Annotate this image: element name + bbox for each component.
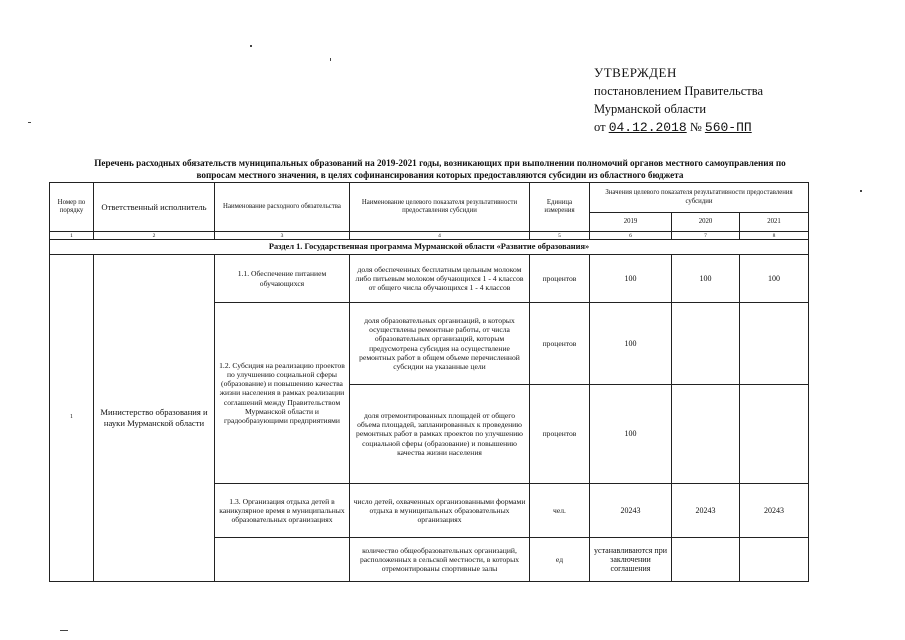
header-num: Номер по порядку — [50, 183, 94, 232]
header-obligation: Наименование расходного обязательства — [215, 183, 350, 232]
value-2020-cell — [672, 303, 740, 385]
obligations-table — [49, 182, 809, 582]
executor-cell: Министерство образования и науки Мурманской области — [94, 255, 215, 582]
col-number: 8 — [740, 232, 809, 240]
value-2021-cell: 100 — [740, 255, 809, 303]
col-number: 5 — [530, 232, 590, 240]
document-title — [40, 157, 840, 181]
scan-speck — [60, 630, 68, 631]
col-number: 1 — [50, 232, 94, 240]
scan-speck — [250, 45, 252, 47]
obligation-cell — [215, 538, 350, 582]
document-title-line-2: вопросам местного значения, в целях софинансирования которых предоставляются субсидии из областного бюджета — [196, 170, 684, 180]
scan-speck — [860, 190, 862, 192]
indicator-cell: доля отремонтированных площадей от общего объема площадей, запланированных к проведению ремонтных работ в рамках проектов по улучшению социальной сферы (образование) и повышению качества жизни населения — [350, 385, 530, 484]
unit-cell: чел. — [530, 484, 590, 538]
approval-line-2: Мурманской области — [594, 102, 707, 116]
scan-speck — [330, 58, 331, 61]
unit-cell: процентов — [530, 255, 590, 303]
approval-number-sign: № — [689, 120, 702, 134]
obligation-cell: 1.3. Организация отдыха детей в каникулярное время в муниципальных образовательных организациях — [215, 484, 350, 538]
header-values: Значения целевого показателя результативности предоставления субсидии — [590, 183, 809, 213]
unit-cell: процентов — [530, 385, 590, 484]
value-2019-cell: устанавливаются при заключении соглашения — [590, 538, 672, 582]
value-2021-cell: 20243 — [740, 484, 809, 538]
unit-cell: ед — [530, 538, 590, 582]
header-year-2019: 2019 — [590, 213, 672, 232]
obligation-cell: 1.2. Субсидия на реализацию проектов по улучшению социальной сферы (образование) и повышению качества жизни населения в рамках реализации соглашений между Правительством Мурманской области и градообразующими предприятиями — [215, 303, 350, 484]
value-2019-cell: 100 — [590, 255, 672, 303]
col-number: 6 — [590, 232, 672, 240]
value-2019-cell: 20243 — [590, 484, 672, 538]
indicator-cell: доля образовательных организаций, в которых осуществлены ремонтные работы, от числа образовательных организаций, которым предусмотрена субсидия на осуществление ремонтных работ в общем объеме перечисленной субсидии на указанные цели — [350, 303, 530, 385]
header-indicator: Наименование целевого показателя результативности предоставления субсидии — [350, 183, 530, 232]
approval-stamp — [594, 64, 763, 137]
col-number: 3 — [215, 232, 350, 240]
approval-line-1: постановлением Правительства — [594, 84, 764, 98]
approval-number: 560-ПП — [704, 120, 752, 135]
header-year-2020: 2020 — [672, 213, 740, 232]
obligation-cell: 1.1. Обеспечение питанием обучающихся — [215, 255, 350, 303]
approval-date-line — [594, 118, 763, 137]
header-year-2021: 2021 — [740, 213, 809, 232]
scan-speck — [28, 122, 31, 123]
section-title: Раздел 1. Государственная программа Мурманской области «Развитие образования» — [50, 240, 809, 255]
table-row — [50, 255, 809, 303]
col-number: 2 — [94, 232, 215, 240]
unit-cell: процентов — [530, 303, 590, 385]
indicator-cell: доля обеспеченных бесплатным цельным молоком либо питьевым молоком обучающихся 1 - 4 классов от общего числа обучающихся 1 - 4 классов — [350, 255, 530, 303]
value-2020-cell: 20243 — [672, 484, 740, 538]
value-2020-cell — [672, 385, 740, 484]
approval-date: 04.12.2018 — [608, 120, 687, 135]
value-2020-cell — [672, 538, 740, 582]
value-2021-cell — [740, 538, 809, 582]
value-2019-cell: 100 — [590, 303, 672, 385]
col-number: 4 — [350, 232, 530, 240]
document-title-line-1: Перечень расходных обязательств муниципальных образований на 2019-2021 годы, возникающих при выполнении полномочий органов местного самоуправления по — [94, 158, 786, 168]
row-number: 1 — [50, 255, 94, 582]
value-2019-cell: 100 — [590, 385, 672, 484]
indicator-cell: число детей, охваченных организованными формами отдыха в муниципальных образовательных организациях — [350, 484, 530, 538]
header-executor: Ответственный исполнитель — [94, 183, 215, 232]
approval-title: УТВЕРЖДЕН — [594, 65, 677, 80]
header-unit: Единица измерения — [530, 183, 590, 232]
value-2020-cell: 100 — [672, 255, 740, 303]
value-2021-cell — [740, 385, 809, 484]
approval-date-prefix: от — [594, 120, 606, 134]
col-number: 7 — [672, 232, 740, 240]
indicator-cell: количество общеобразовательных организаций, расположенных в сельской местности, в которых отремонтированы спортивные залы — [350, 538, 530, 582]
value-2021-cell — [740, 303, 809, 385]
